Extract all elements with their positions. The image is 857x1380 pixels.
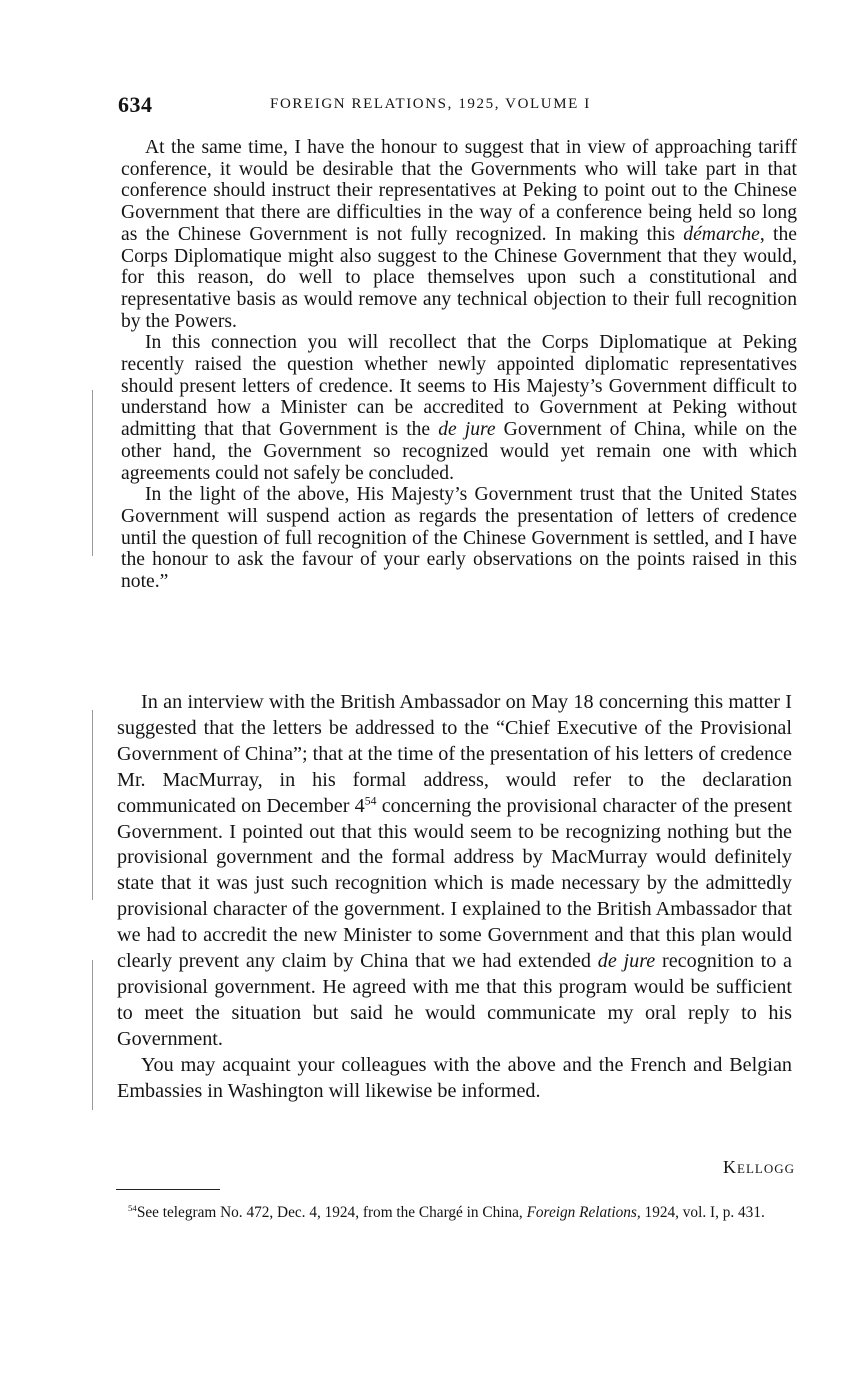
quote-p2-italic: de jure [438,419,496,441]
quote-p1-text-a: At the same time, I have the honour to suggest that in view of approaching tariff conference, it would be desirable that the Governments who will take part in that conference should instruct their representatives at Peking to point out to the Chinese Government that there are difficulties in the way of a conference being held so long as the Chinese Government is not fully recognized. In making this [121,137,797,245]
quote-p2-text-b: Government of China, while on the other hand, the Government so recognized would yet remain one with which agreements could not safely be concluded. [121,419,798,484]
running-head: FOREIGN RELATIONS, 1925, VOLUME I [270,96,591,112]
page-header [118,92,798,120]
footnote-divider [116,1189,220,1190]
signature: Kellogg [723,1157,795,1177]
margin-scan-marks [88,140,98,1140]
main-text [117,690,792,1105]
quoted-note [121,137,797,593]
footnote [116,1203,796,1223]
body-paragraph-2: You may acquaint your colleagues with the above and the French and Belgian Embassies in Washington will likewise be informed. [117,1053,792,1102]
quote-paragraph-1 [121,137,797,332]
quote-p1-italic: démarche [683,223,760,245]
footnote-number: 54 [128,1202,137,1213]
body-p1-text-a: In an interview with the British Ambassador on May 18 concerning this matter I suggested that the letters be addressed to the “Chief Executive of the Provisional Government of China”; that at the time of the presentation of his letters of credence Mr. MacMurray, in his formal address, would refer to the declaration communicated on December 4 [117,691,792,817]
body-p1-text-b: concerning the provisional character of the present Government. I pointed out that this would seem to be recognizing nothing but the provisional government and the formal address by MacMurray would definitely state that it was just such recognition which is made necessary by the admittedly provisional character of the government. I explained to the British Ambassador that we had to accredit the new Minister to some Government and that this plan would clearly prevent any claim by China that we had extended [117,794,792,973]
footnote-text-a: See telegram No. 472, Dec. 4, 1924, from the Chargé in China, [136,1204,527,1221]
body-paragraph-1 [117,690,792,1053]
footnote-paragraph [116,1203,796,1223]
page-number: 634 [118,92,153,117]
body-p1-italic: de jure [597,950,656,973]
footnote-italic: Foreign Relations, [526,1204,641,1221]
body-p1-text-c: recognition to a provisional government. He agreed with me that this program would be sufficient to meet the situation but said he would communicate my oral reply to his Government. [117,950,792,1050]
quote-paragraph-3: In the light of the above, His Majesty’s Government trust that the United States Government will suspend action as regards the presentation of letters of credence until the question of full recognition of the Chinese Government is settled, and I have the honour to ask the favour of your early observations on the points raised in this note.” [121,484,797,593]
quote-paragraph-2 [121,332,797,484]
quote-p1-text-b: , the Corps Diplomatique might also suggest to the Chinese Government that they would, for this reason, do well to place themselves upon such a constitutional and representative basis as would remove any technical objection to their full recognition by the Powers. [121,223,797,332]
footnote-reference[interactable]: 54 [364,793,377,807]
footnote-text-b: 1924, vol. I, p. 431. [640,1204,765,1221]
quote-p2-text-a: In this connection you will recollect that the Corps Diplomatique at Peking recently raised the question whether newly appointed diplomatic representatives should present letters of credence. It seems to His Majesty’s Government difficult to understand how a Minister can be accredited to Government at Peking without admitting that that Government is the [121,332,797,441]
